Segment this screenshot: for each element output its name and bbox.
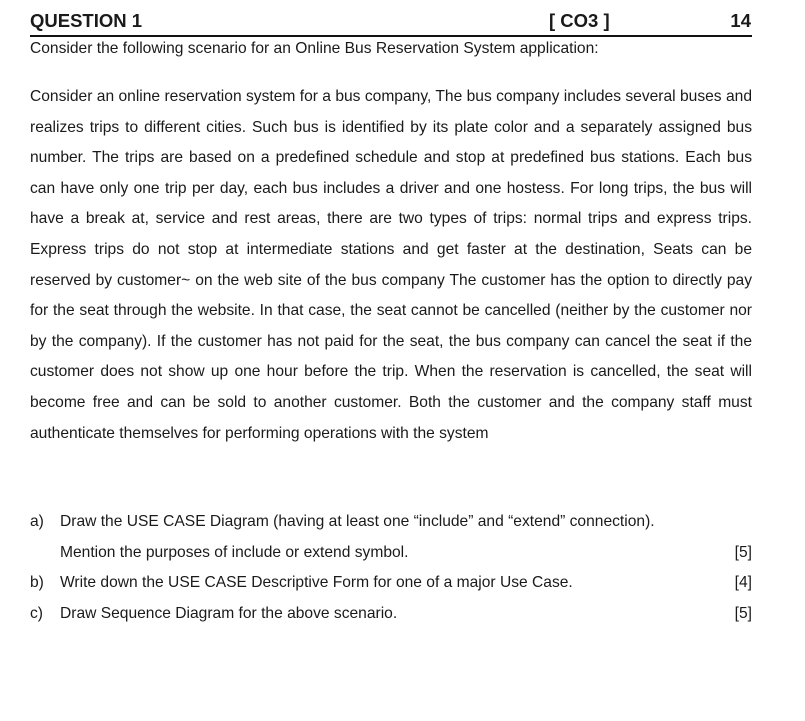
sub-question-marks: [5] bbox=[734, 543, 752, 561]
total-marks: 14 bbox=[730, 10, 751, 31]
sub-question-text: Draw Sequence Diagram for the above scenario. bbox=[60, 604, 398, 622]
question-title: QUESTION 1 bbox=[30, 10, 143, 31]
sub-question-letter: a) bbox=[30, 513, 44, 530]
sub-question-text: Write down the USE CASE Descriptive Form for one of a major Use Case. bbox=[60, 574, 573, 591]
scenario-paragraph: Consider an online reservation system for a bus company, The bus company includes several buses and realizes trips to different cities. Such bus is identified by its plate color and a separately assigned bus number. The trips are based on a predefined schedule and stop at predefined bus stations. Each bus can have only one trip per day, each bus includes a driver and one hostess. For long trips, the bus will have a break at, service and rest areas, there are two types of trips: normal trips and express trips. Express trips do not stop at intermediate stations and get faster at the destination, Seats can be reserved by customer~ on the web site of the bus company The customer has the option to directly pay for the seat through the website. In that case, the seat cannot be cancelled (neither by the customer nor by the company). If the customer has not paid for the seat, the bus company can cancel the seat if the customer does not show up one hour before the trip. When the reservation is cancelled, the seat will become free and can be sold to another customer. Both the customer and the company staff must authenticate themselves for performing operations with the system bbox=[30, 88, 752, 442]
question-header bbox=[30, 9, 752, 37]
sub-question-text-line-2: Mention the purposes of include or extend symbol. bbox=[60, 543, 409, 561]
course-outcome-code: [ CO3 ] bbox=[549, 10, 610, 31]
sub-question-c bbox=[30, 599, 752, 630]
sub-question-marks: [5] bbox=[734, 604, 752, 622]
sub-question-a bbox=[30, 507, 752, 568]
sub-question-letter: c) bbox=[30, 604, 43, 622]
intro-text: Consider the following scenario for an Online Bus Reservation System application: bbox=[30, 40, 599, 57]
sub-question-letter: b) bbox=[30, 574, 44, 591]
sub-question-marks: [4] bbox=[734, 574, 752, 591]
sub-question-text-line-1: Draw the USE CASE Diagram (having at least one “include” and “extend” connection). bbox=[60, 513, 655, 530]
sub-question-b bbox=[30, 568, 752, 599]
sub-question-list bbox=[30, 507, 752, 629]
